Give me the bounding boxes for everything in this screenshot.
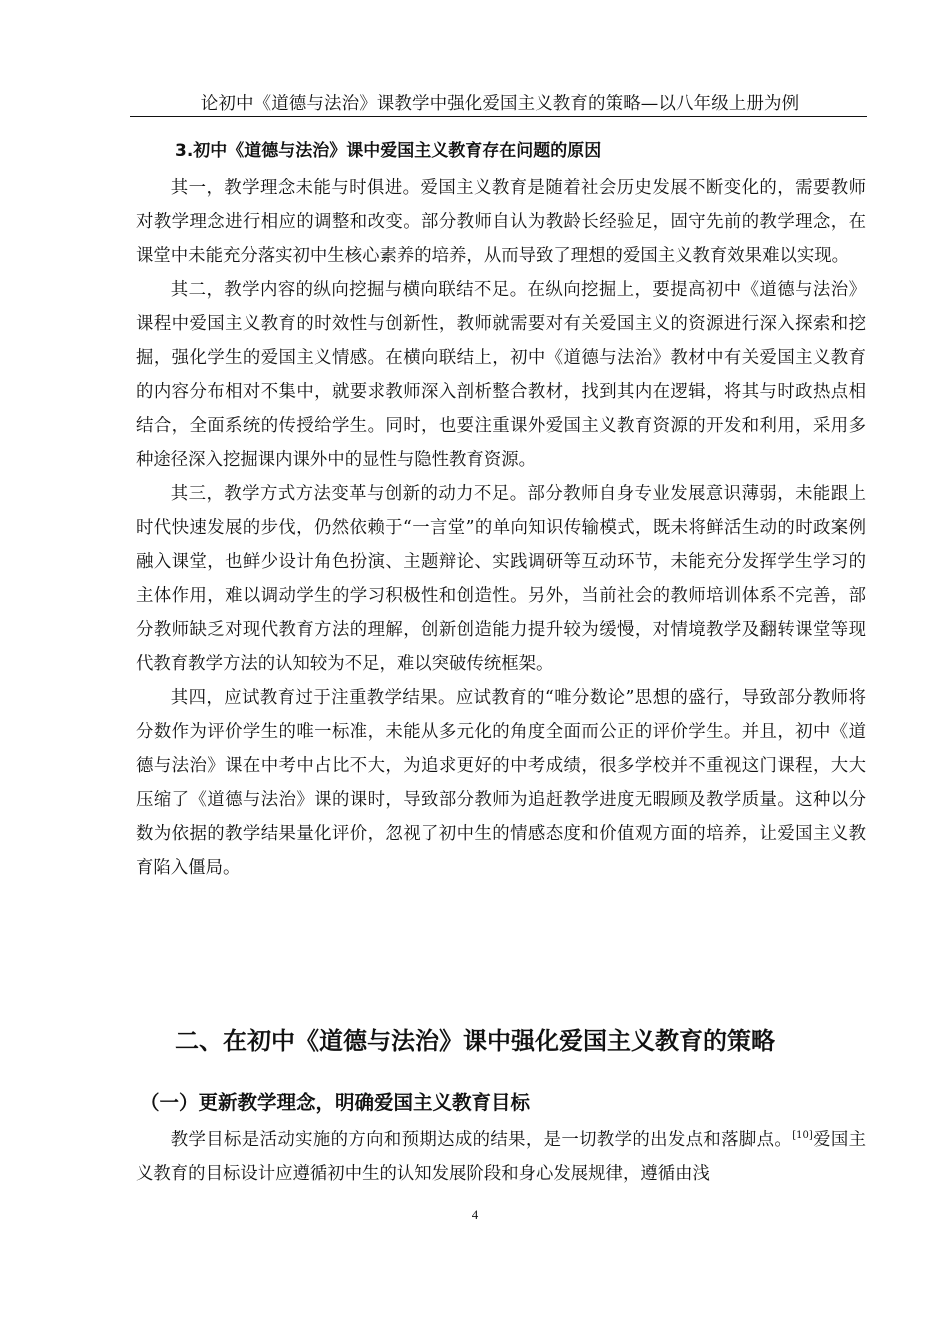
chapter-heading: 二、在初中《道德与法治》课中强化爱国主义教育的策略: [175, 1027, 775, 1055]
final-paragraph-part2: 爱国主义教育的目标设计应遵循初中生的认知发展阶段和身心发展规律，遵循由浅: [136, 1130, 866, 1184]
citation-reference: [10]: [792, 1130, 813, 1142]
paragraph-4: 其四，应试教育过于注重教学结果。应试教育的“唯分数论”思想的盛行，导致部分教师将分数作为评价学生的唯一标准，未能从多元化的角度全面而公正的评价学生。并且，初中《道德与法治》课在中考中占比不大，为追求更好的中考成绩，很多学校并不重视这门课程，大大压缩了《道德与法治》课的课时，导致部分教师为追赶教学进度无暇顾及教学质量。这种以分数为依据的教学结果量化评价，忽视了初中生的情感态度和价值观方面的培养，让爱国主义教育陷入僵局。: [136, 688, 866, 878]
paragraph-2: 其二，教学内容的纵向挖掘与横向联结不足。在纵向挖掘上，要提高初中《道德与法治》课程中爱国主义教育的时效性与创新性，教师就需要对有关爱国主义的资源进行深入探索和挖掘，强化学生的爱国主义情感。在横向联结上，初中《道德与法治》教材中有关爱国主义教育的内容分布相对不集中，就要求教师深入剖析整合教材，找到其内在逻辑，将其与时政热点相结合，全面系统的传授给学生。同时，也要注重课外爱国主义教育资源的开发和利用，采用多种途径深入挖掘课内课外中的显性与隐性教育资源。: [136, 280, 866, 470]
paragraph-3: 其三，教学方式方法变革与创新的动力不足。部分教师自身专业发展意识薄弱，未能跟上时代快速发展的步伐，仍然依赖于“一言堂”的单向知识传输模式，既未将鲜活生动的时政案例融入课堂，也鲜少设计角色扮演、主题辩论、实践调研等互动环节，未能充分发挥学生学习的主体作用，难以调动学生的学习积极性和创造性。另外，当前社会的教师培训体系不完善，部分教师缺乏对现代教育方法的理解，创新创造能力提升较为缓慢，对情境教学及翻转课堂等现代教育教学方法的认知较为不足，难以突破传统框架。: [136, 484, 866, 674]
final-paragraph: [136, 1123, 866, 1191]
final-body-text: [136, 1123, 866, 1191]
header-rule: [130, 116, 867, 117]
paragraph-1: 其一，教学理念未能与时俱进。爱国主义教育是随着社会历史发展不断变化的，需要教师对教学理念进行相应的调整和改变。部分教师自认为教龄长经验足，固守先前的教学理念，在课堂中未能充分落实初中生核心素养的培养，从而导致了理想的爱国主义教育效果难以实现。: [136, 178, 866, 266]
running-header: 论初中《道德与法治》课教学中强化爱国主义教育的策略—以八年级上册为例: [200, 94, 800, 114]
section-heading: 3.初中《道德与法治》课中爱国主义教育存在问题的原因: [175, 141, 602, 161]
page-number: 4: [471, 1207, 479, 1222]
body-text: [136, 171, 866, 885]
final-paragraph-part1: 教学目标是活动实施的方向和预期达成的结果，是一切教学的出发点和落脚点。: [170, 1130, 793, 1150]
subsection-heading: （一）更新教学理念，明确爱国主义教育目标: [140, 1091, 531, 1114]
